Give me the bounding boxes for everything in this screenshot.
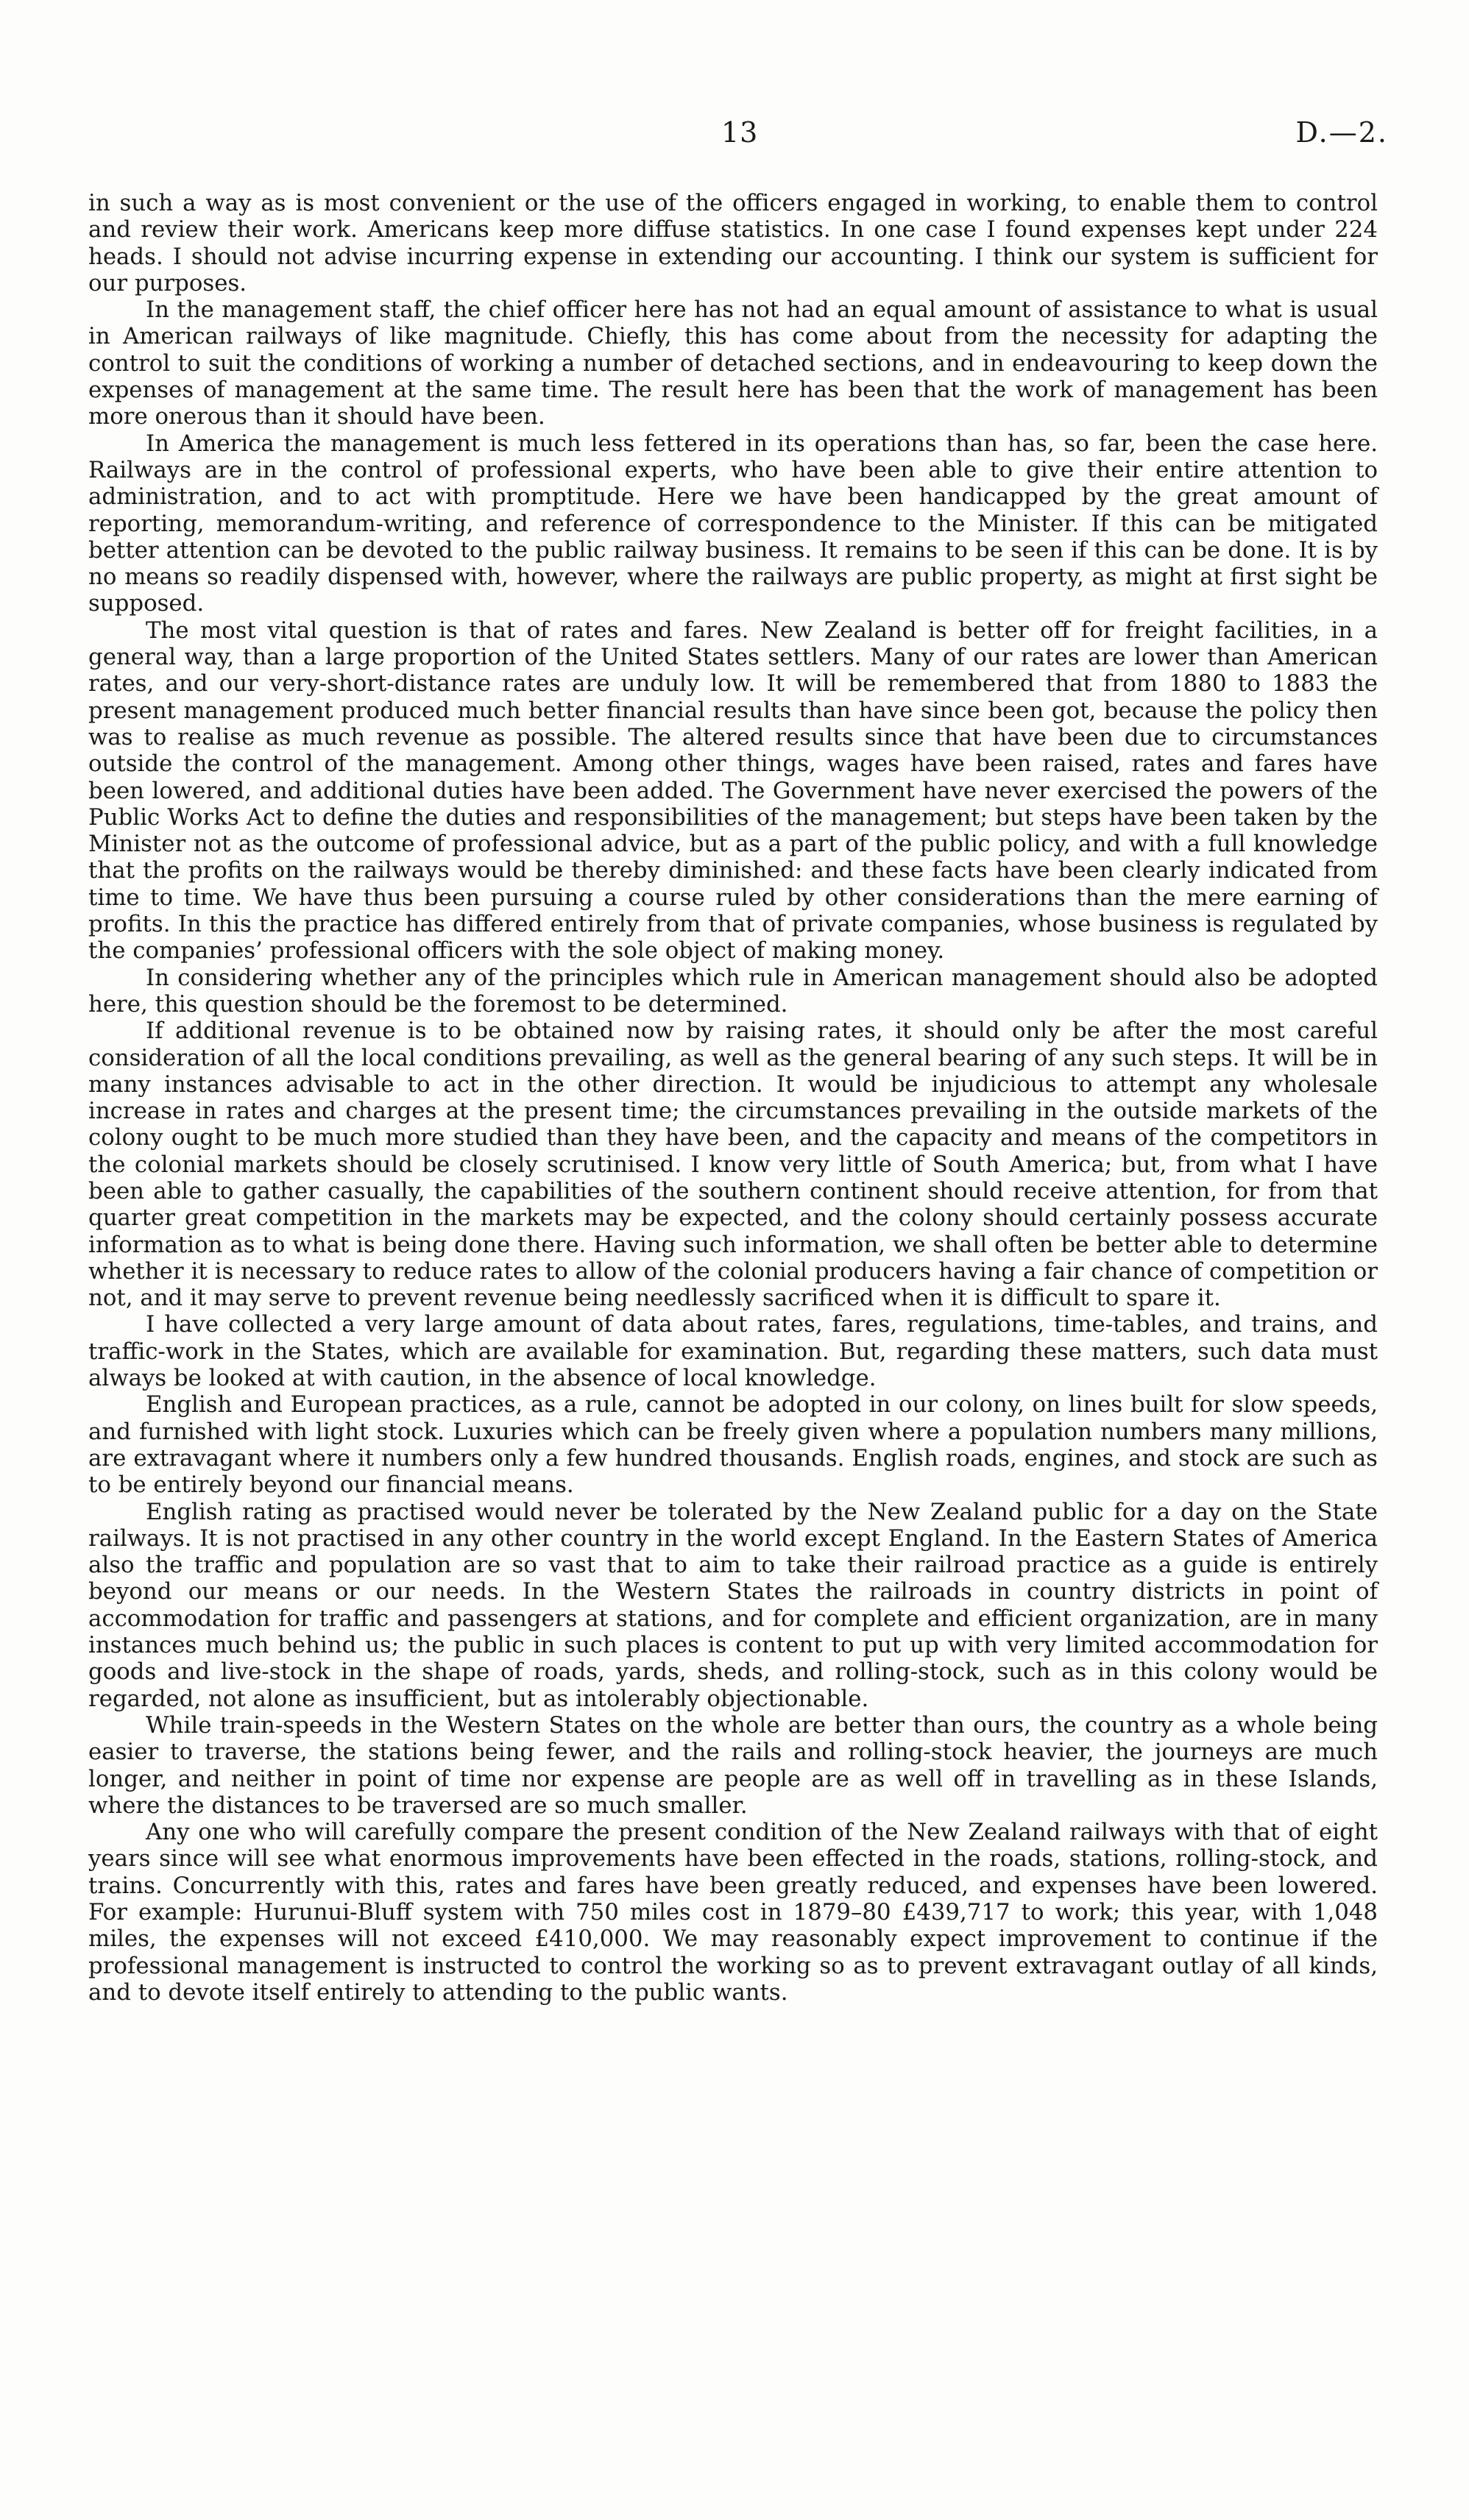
- paragraph: Any one who will carefully compare the present condition of the New Zealand railways with that of eight years since will see what enormous improvements have been effected in the roads, stations, rolling-stock, and trains. Concurrently with this, rates and fares have been greatly reduced, and expenses have been lowered. For example: Hurunui-Bluff system with 750 miles cost in 1879–80 £439,717 to work; this year, with 1,048 miles, the expenses will not exceed £410,000. We may reasonably expect improvement to continue if the professional management is instructed to control the working so as to prevent extravagant outlay of all kinds, and to devote itself entirely to attending to the public wants.: [88, 1819, 1378, 2006]
- paragraph: In America the management is much less fettered in its operations than has, so far, been the case here. Railways are in the control of professional experts, who have been able to give their entire attention to administration, and to act with promptitude. Here we have been handicapped by the great amount of reporting, memorandum-writing, and reference of correspondence to the Minister. If this can be mitigated better attention can be devoted to the public railway business. It remains to be seen if this can be done. It is by no means so readily dispensed with, however, where the railways are public property, as might at first sight be supposed.: [88, 430, 1378, 617]
- body-text: [88, 190, 1378, 2006]
- page-header: [0, 116, 1469, 160]
- paragraph: If additional revenue is to be obtained now by raising rates, it should only be after the most careful consideration of all the local conditions prevailing, as well as the general bearing of any such steps. It will be in many instances advisable to act in the other direction. It would be injudicious to attempt any wholesale increase in rates and charges at the present time; the circumstances prevailing in the outside markets of the colony ought to be much more studied than they have been, and the capacity and means of the competitors in the colonial markets should be closely scrutinised. I know very little of South America; but, from what I have been able to gather casually, the capabilities of the southern continent should receive attention, for from that quarter great competition in the markets may be expected, and the colony should certainly possess accurate information as to what is being done there. Having such information, we shall often be better able to determine whether it is necessary to reduce rates to allow of the colonial producers having a fair chance of competition or not, and it may serve to prevent revenue being needlessly sacrificed when it is difficult to spare it.: [88, 1018, 1378, 1312]
- paragraph: in such a way as is most convenient or the use of the officers engaged in working, to enable them to control and review their work. Americans keep more diffuse statistics. In one case I found expenses kept under 224 heads. I should not advise incurring expense in extending our accounting. I think our system is sufficient for our purposes.: [88, 190, 1378, 297]
- paragraph: In considering whether any of the principles which rule in American management should also be adopted here, this question should be the foremost to be determined.: [88, 964, 1378, 1018]
- paragraph: English rating as practised would never be tolerated by the New Zealand public for a day on the State railways. It is not practised in any other country in the world except England. In the Eastern States of America also the traffic and population are so vast that to aim to take their railroad practice as a guide is entirely beyond our means or our needs. In the Western States the railroads in country districts in point of accommodation for traffic and passengers at stations, and for complete and efficient organization, are in many instances much behind us; the public in such places is content to put up with very limited accommodation for goods and live-stock in the shape of roads, yards, sheds, and rolling-stock, such as in this colony would be regarded, not alone as insufficient, but as intolerably objectionable.: [88, 1498, 1378, 1712]
- document-reference: D.—2.: [1295, 116, 1388, 149]
- page-number: 13: [721, 116, 759, 149]
- paragraph: The most vital question is that of rates and fares. New Zealand is better off for freight facilities, in a general way, than a large proportion of the United States settlers. Many of our rates are lower than American rates, and our very-short-distance rates are unduly low. It will be remembered that from 1880 to 1883 the present management produced much better financial results than have since been got, because the policy then was to realise as much revenue as possible. The altered results since that have been due to circumstances outside the control of the management. Among other things, wages have been raised, rates and fares have been lowered, and additional duties have been added. The Government have never exercised the powers of the Public Works Act to define the duties and responsibilities of the management; but steps have been taken by the Minister not as the outcome of professional advice, but as a part of the public policy, and with a full knowledge that the profits on the railways would be thereby diminished: and these facts have been clearly indicated from time to time. We have thus been pursuing a course ruled by other considerations than the mere earning of profits. In this the practice has differed entirely from that of private companies, whose business is regulated by the companies’ professional officers with the sole object of making money.: [88, 617, 1378, 965]
- paragraph: English and European practices, as a rule, cannot be adopted in our colony, on lines built for slow speeds, and furnished with light stock. Luxuries which can be freely given where a population numbers many millions, are extravagant where it numbers only a few hundred thousands. English roads, engines, and stock are such as to be entirely beyond our financial means.: [88, 1391, 1378, 1499]
- paragraph: I have collected a very large amount of data about rates, fares, regulations, time-tables, and trains, and traffic-work in the States, which are available for examination. But, regarding these matters, such data must always be looked at with caution, in the absence of local knowledge.: [88, 1311, 1378, 1392]
- paragraph: In the management staff, the chief officer here has not had an equal amount of assistance to what is usual in American railways of like magnitude. Chiefly, this has come about from the necessity for adapting the control to suit the conditions of working a number of detached sections, and in endeavouring to keep down the expenses of management at the same time. The result here has been that the work of management has been more onerous than it should have been.: [88, 297, 1378, 430]
- paragraph: While train-speeds in the Western States on the whole are better than ours, the country as a whole being easier to traverse, the stations being fewer, and the rails and rolling-stock heavier, the journeys are much longer, and neither in point of time nor expense are people are as well off in travelling as in these Islands, where the distances to be traversed are so much smaller.: [88, 1711, 1378, 1819]
